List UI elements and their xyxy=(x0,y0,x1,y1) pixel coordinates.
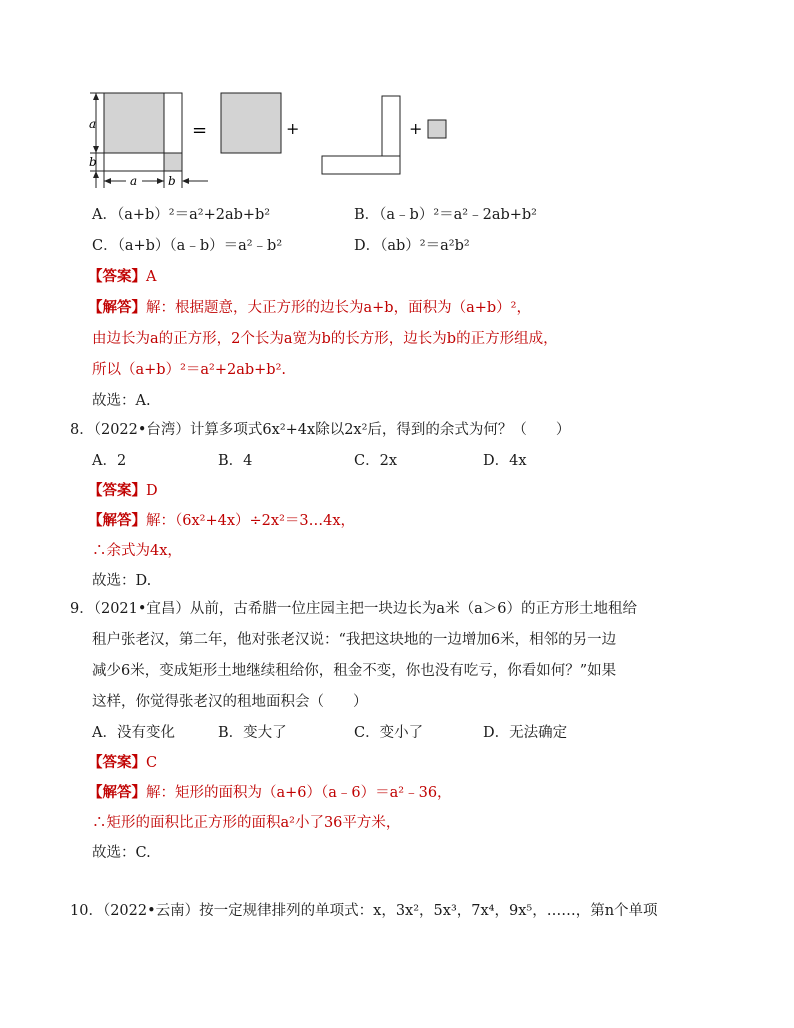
answer-value: D xyxy=(146,483,158,499)
q9-stem-line-3: 减少6米，变成矩形土地继续租给你，租金不变，你也没有吃亏，你看如何？”如果 xyxy=(92,663,617,679)
q7-option-a: A．（a+b）²＝a²+2ab+b² xyxy=(92,207,271,223)
square-a-shaded xyxy=(104,93,164,153)
plus-sign-2: + xyxy=(409,119,423,138)
q7-choose: 故选：A. xyxy=(92,393,151,409)
solution-text: 解：（6x²+4x）÷2x²＝3…4x， xyxy=(146,513,356,529)
square-b-shaded xyxy=(164,153,182,171)
q7-solution-line-3: 所以（a+b）²＝a²+2ab+b². xyxy=(92,362,287,378)
rect-ab-horizontal xyxy=(322,156,400,174)
plus-sign-1: + xyxy=(286,119,300,138)
q7-option-b: B．（a﹣b）²＝a²﹣2ab+b² xyxy=(354,207,537,223)
q8-option-c: C．2x xyxy=(354,453,397,469)
answer-tag: 【答案】 xyxy=(88,483,146,499)
q7-solution-line-2: 由边长为a的正方形，2个长为a宽为b的长方形，边长为b的正方形组成， xyxy=(92,331,558,347)
answer-value: C xyxy=(146,755,158,771)
q9-solution-line-2: ∴矩形的面积比正方形的面积a²小了36平方米， xyxy=(92,815,401,831)
q7-option-c: C．（a+b）（a﹣b）＝a²﹣b² xyxy=(92,238,283,254)
q8-solution-line-1 xyxy=(88,511,355,531)
q9-option-d: D．无法确定 xyxy=(483,725,568,741)
solution-tag: 【解答】 xyxy=(88,300,146,316)
q9-answer xyxy=(88,753,157,773)
square-decomposition-figure xyxy=(80,88,460,194)
q7-answer xyxy=(88,267,156,287)
q8-option-b: B．4 xyxy=(218,453,253,469)
solution-tag: 【解答】 xyxy=(88,513,146,529)
square-b xyxy=(428,120,446,138)
equals-sign: = xyxy=(192,120,208,141)
q9-stem-line-2: 租户张老汉，第二年，他对张老汉说：“我把这块地的一边增加6米，相邻的另一边 xyxy=(92,632,617,648)
square-a xyxy=(221,93,281,153)
q9-option-c: C．变小了 xyxy=(354,725,424,741)
label-a-bottom: a xyxy=(130,174,138,188)
q9-option-b: B．变大了 xyxy=(218,725,287,741)
q9-stem-line-4: 这样，你觉得张老汉的租地面积会（ ） xyxy=(92,694,368,710)
q8-choose: 故选：D. xyxy=(92,573,152,589)
label-b-bottom: b xyxy=(168,174,176,188)
q10-stem: 10．（2022•云南）按一定规律排列的单项式：x，3x²，5x³，7x⁴，9x⁵，……，第n个单项 xyxy=(70,903,658,919)
q7-option-d: D．（ab）²＝a²b² xyxy=(354,238,470,254)
q9-choose: 故选：C. xyxy=(92,845,151,861)
q7-solution-line-1 xyxy=(88,298,531,318)
q9-solution-line-1 xyxy=(88,783,452,803)
q9-stem-line-1: 9．（2021•宜昌）从前，古希腊一位庄园主把一块边长为a米（a＞6）的正方形土地租给 xyxy=(70,601,637,617)
q8-answer xyxy=(88,481,158,501)
q8-option-d: D．4x xyxy=(483,453,527,469)
answer-tag: 【答案】 xyxy=(88,755,146,771)
q9-option-a: A．没有变化 xyxy=(92,725,175,741)
label-a-side: a xyxy=(89,117,97,131)
answer-value: A xyxy=(146,269,157,285)
q8-option-a: A．2 xyxy=(92,453,127,469)
q8-stem: 8．（2022•台湾）计算多项式6x²+4x除以2x²后，得到的余式为何？（ ） xyxy=(70,422,571,438)
label-b-side: b xyxy=(89,155,97,169)
solution-text: 解：矩形的面积为（a+6）（a﹣6）＝a²﹣36， xyxy=(146,785,452,801)
solution-text: 解：根据题意，大正方形的边长为a+b，面积为（a+b）²， xyxy=(146,300,531,316)
solution-tag: 【解答】 xyxy=(88,785,146,801)
answer-tag: 【答案】 xyxy=(88,269,146,285)
q8-solution-line-2: ∴余式为4x， xyxy=(92,543,182,559)
